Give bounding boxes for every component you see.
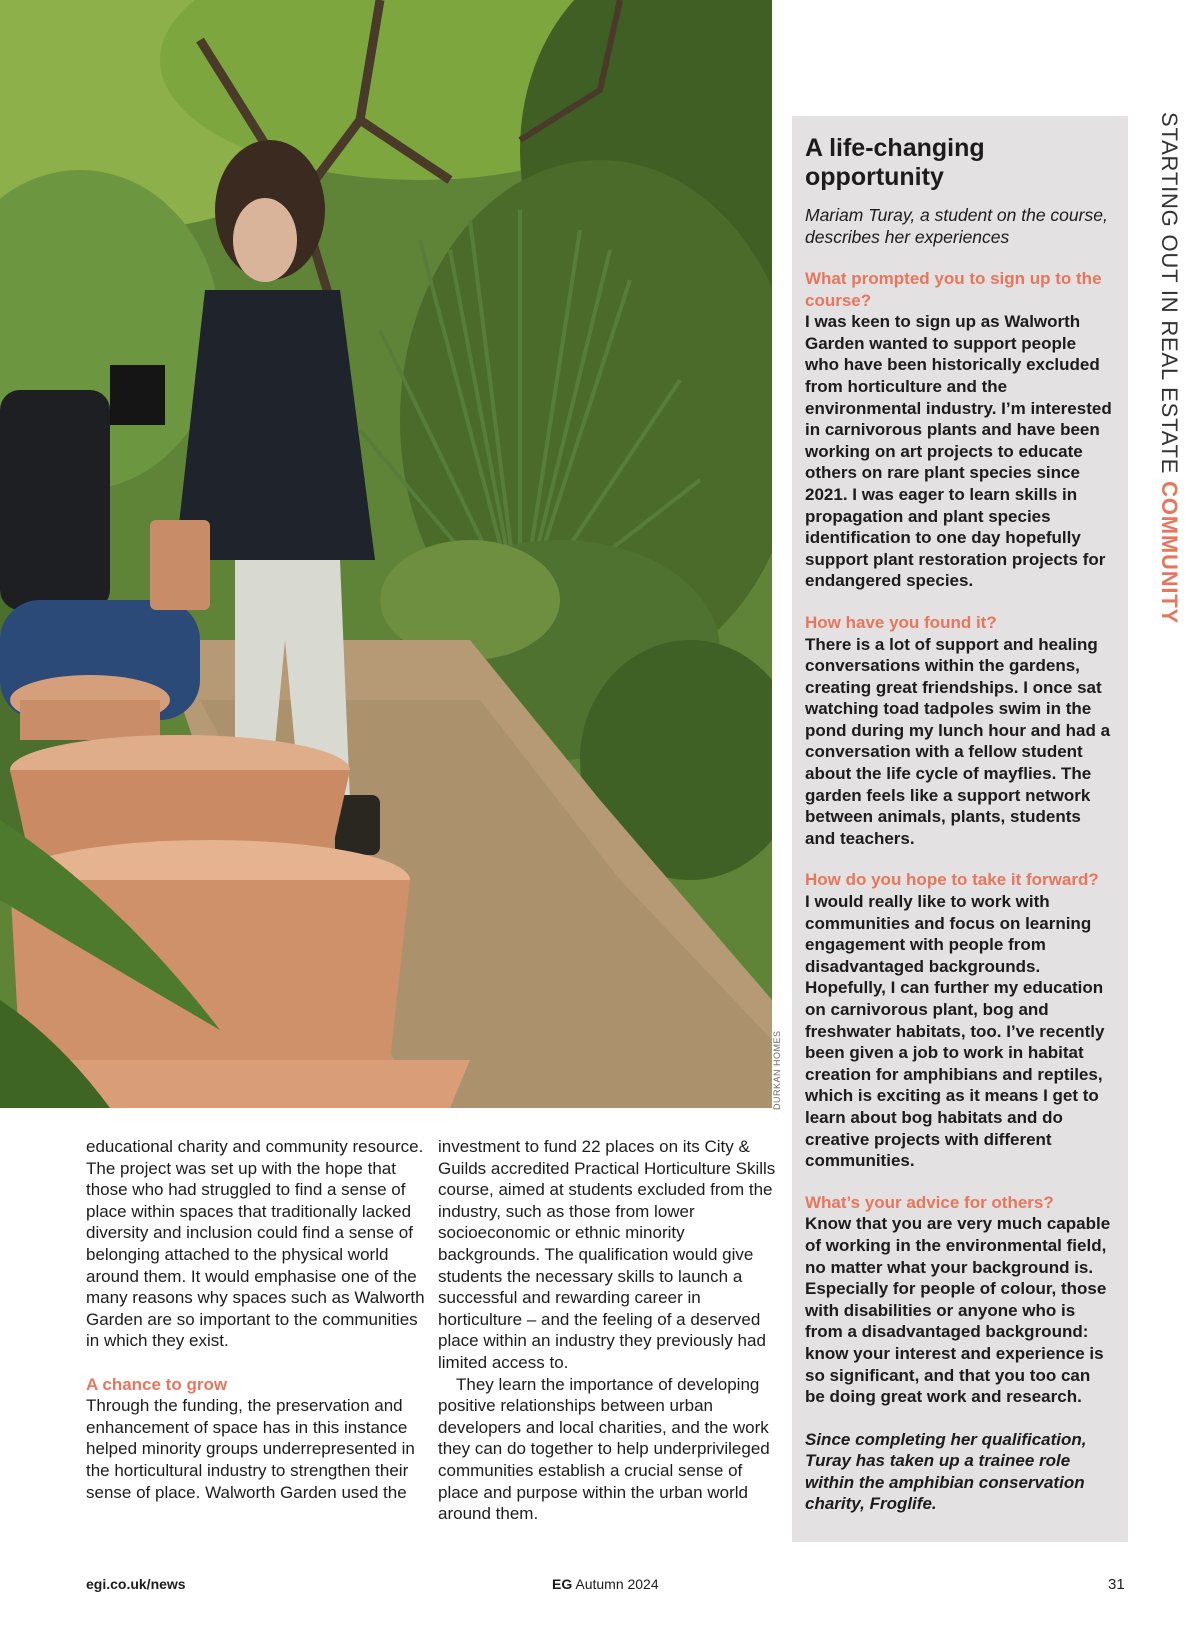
article-subhead: A chance to grow: [86, 1374, 228, 1394]
running-head-section: COMMUNITY: [1157, 481, 1182, 625]
article-paragraph: They learn the importance of developing positive relationships between urban developers and local charities, and the work they can do together to help underprivileged communities establish a crucial sense of place and purpose within the urban world around them.: [438, 1374, 770, 1524]
article-paragraph: educational charity and community resource. The project was set up with the hope that those who had struggled to find a sense of place within spaces that traditionally lacked diversity and inclusion could find a sense of belonging attached to the physical world around them. It would emphasise one of the many reasons why spaces such as Walworth Garden are so important to the communities in which they exist.: [86, 1137, 425, 1351]
sidebar-title-line1: A life-changing: [805, 134, 985, 162]
footer-brand: EG: [552, 1576, 573, 1592]
footer-issue: [552, 1576, 659, 1592]
running-head-text: STARTING OUT IN REAL ESTATE: [1157, 112, 1182, 482]
question: How do you hope to take it forward?: [805, 870, 1099, 890]
question: How have you found it?: [805, 612, 997, 632]
sidebar-title: [805, 134, 1114, 192]
answer: There is a lot of support and healing conversations within the gardens, creating great friendships. I once sat watching toad tadpoles swim in the pond during my lunch hour and had a conversation with a fellow student about the life cycle of mayflies. The garden feels like a support network between animals, plants, students and teachers.: [805, 634, 1111, 848]
article-paragraph: Through the funding, the preservation and enhancement of space has in this instance helped minority groups underrepresented in the horticultural industry to strengthen their sense of place. Walworth Garden used the: [86, 1396, 415, 1502]
interview-sidebar: [792, 116, 1128, 1542]
sidebar-standfirst: Mariam Turay, a student on the course, describes her experiences: [805, 205, 1108, 247]
question: What’s your advice for others?: [805, 1192, 1054, 1212]
footer-issue-date: Autumn 2024: [572, 1576, 659, 1592]
garden-photo-icon: [0, 0, 772, 1108]
article-column-1: [86, 1136, 426, 1503]
running-head: [1152, 112, 1182, 625]
article-column-2: [438, 1136, 778, 1525]
answer: Know that you are very much capable of working in the environmental field, no matter what your background is. Especially for people of colour, those with disabilities or anyone who is from a disadvantaged background: know your interest and experience is so significant, and that you too can be doing great work and research.: [805, 1214, 1111, 1407]
photo-credit: DURKAN HOMES: [772, 1030, 782, 1110]
sidebar-title-line2: opportunity: [805, 163, 944, 191]
article-paragraph: investment to fund 22 places on its City & Guilds accredited Practical Horticulture Skills course, aimed at students excluded from the industry, such as those from lower socioeconomic or ethnic minority backgrounds. The qualification would give students the necessary skills to launch a successful and rewarding career in horticulture – and the feeling of a deserved place within an industry they previously had limited access to.: [438, 1137, 776, 1372]
sidebar-footnote: Since completing her qualification, Turay has taken up a trainee role within the amphibian conservation charity, Froglife.: [805, 1429, 1087, 1514]
footer-url[interactable]: egi.co.uk/news: [86, 1576, 186, 1592]
question: What prompted you to sign up to the course?: [805, 269, 1102, 310]
answer: I would really like to work with communities and focus on learning engagement with people from disadvantaged backgrounds. Hopefully, I can further my education on carnivorous plant, bog and freshwater habitats, too. I’ve recently been given a job to work in habitat creation for amphibians and reptiles, which is exciting as it means I get to learn about bog habitats and do creative projects with different communities.: [805, 892, 1105, 1171]
answer: I was keen to sign up as Walworth Garden wanted to support people who have been historically excluded from horticulture and the environmental industry. I’m interested in carnivorous plants and have been working on art projects to educate others on rare plant species since 2021. I was eager to learn skills in propagation and plant species identification to one day hopefully support plant restoration projects for endangered species.: [805, 312, 1112, 591]
page-number: 31: [1108, 1576, 1125, 1593]
garden-photo: [0, 0, 772, 1108]
